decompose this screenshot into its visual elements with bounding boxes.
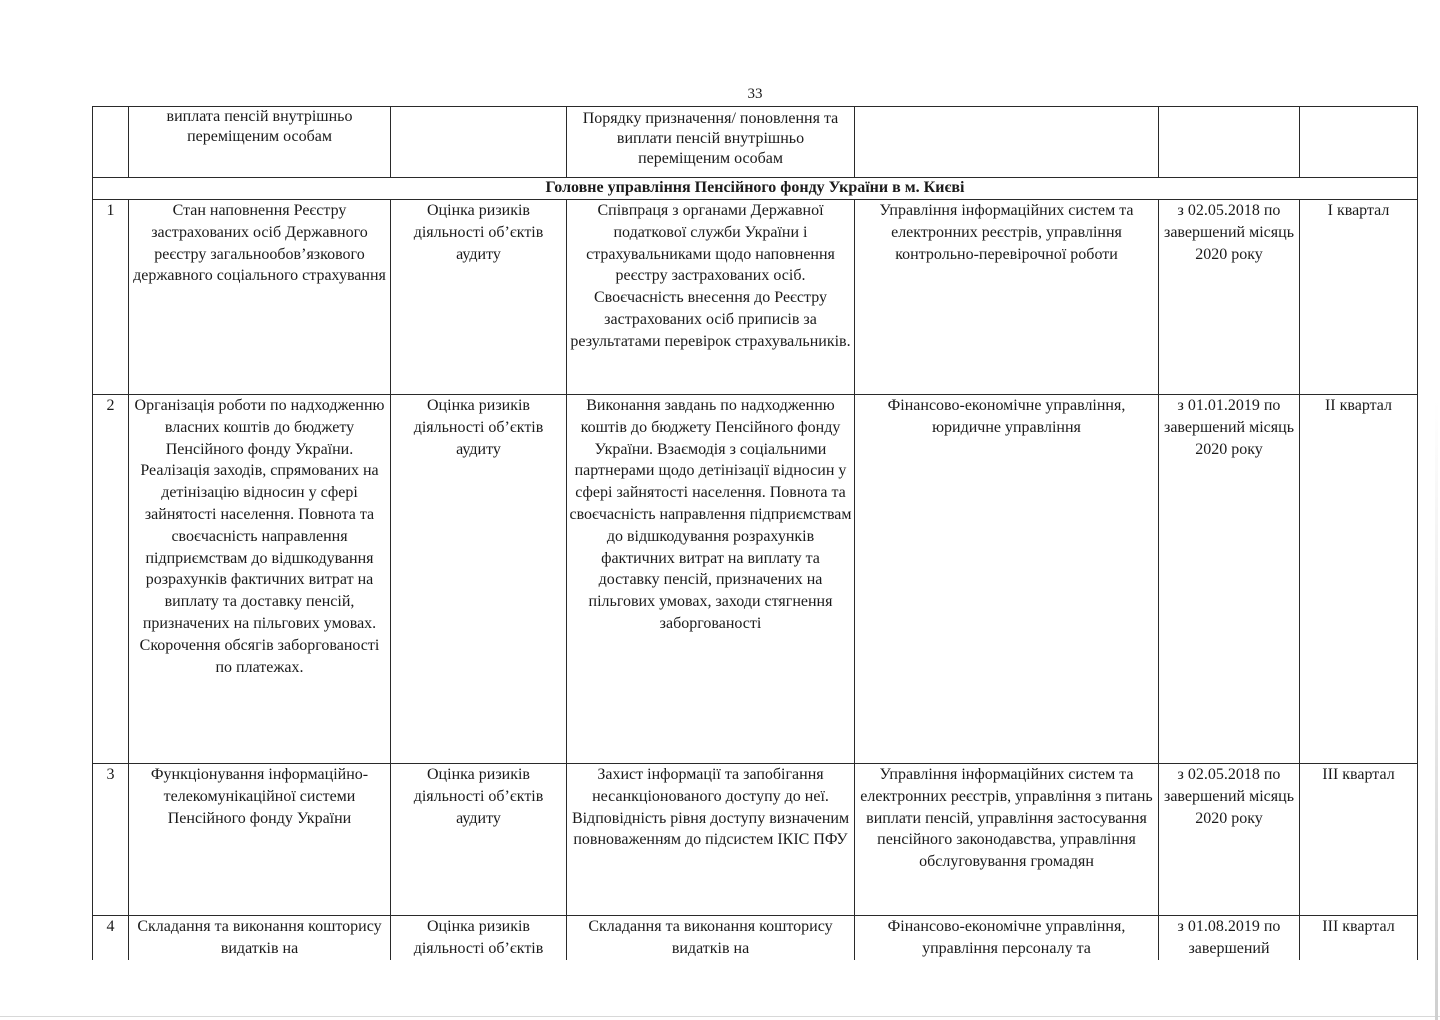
basis-cell xyxy=(391,107,567,178)
row-number-cell: 2 xyxy=(93,395,129,764)
term-cell: ІІІ квартал xyxy=(1300,764,1418,916)
content-cell: Захист інформації та запобігання несанкціонованого доступу до неї. Відповідність рівня доступу визначеним повноваженням до підсистем ІКІС ПФУ xyxy=(567,764,855,916)
scan-edge-line xyxy=(0,1016,1440,1017)
page-bottom-margin xyxy=(0,960,1440,1019)
section-header-row xyxy=(93,178,1418,200)
row-number-cell: 1 xyxy=(93,200,129,395)
topic-cell: Організація роботи по надходженню власних коштів до бюджету Пенсійного фонду України. Реалізація заходів, спрямованих на детінізацію відносин у сфері зайнятості населення. Повнота та своєчасність направлення підприємствам до відшкодування розрахунків фактичних витрат на виплату та доставку пенсій, призначених на пільгових умовах. Скорочення обсягів заборгованості по платежах. xyxy=(129,395,391,764)
table-row xyxy=(93,395,1418,764)
content-cell: Співпраця з органами Державної податкової служби України і страхувальниками щодо наповнення реєстру застрахованих осіб. Своєчасність внесення до Реєстру застрахованих осіб приписів за результатами перевірок страхувальників. xyxy=(567,200,855,395)
table-row-continued xyxy=(93,107,1418,178)
period-cell: з 02.05.2018 по завершений місяць 2020 року xyxy=(1159,764,1300,916)
content-cell: Порядку призначення/ поновлення та виплати пенсій внутрішньо переміщеним особам xyxy=(567,107,855,178)
row-number-cell: 3 xyxy=(93,764,129,916)
units-cell: Фінансово-економічне управління, юридичне управління xyxy=(855,395,1159,764)
section-title: Головне управління Пенсійного фонду України в м. Києві xyxy=(93,178,1418,200)
topic-cell: Складання та виконання кошторису видатків на xyxy=(129,916,391,961)
term-cell xyxy=(1300,107,1418,178)
basis-cell: Оцінка ризиків діяльності об’єктів xyxy=(391,916,567,961)
topic-cell: Функціонування інформаційно-телекомунікаційної системи Пенсійного фонду України xyxy=(129,764,391,916)
topic-cell: Стан наповнення Реєстру застрахованих осіб Державного реєстру загальнообов’язкового державного соціального страхування xyxy=(129,200,391,395)
table-row xyxy=(93,200,1418,395)
units-cell: Управління інформаційних систем та електронних реєстрів, управління контрольно-перевірочної роботи xyxy=(855,200,1159,395)
basis-cell: Оцінка ризиків діяльності об’єктів аудиту xyxy=(391,764,567,916)
units-cell xyxy=(855,107,1159,178)
period-cell: з 02.05.2018 по завершений місяць 2020 року xyxy=(1159,200,1300,395)
units-cell: Управління інформаційних систем та електронних реєстрів, управління з питань виплати пенсій, управління застосування пенсійного законодавства, управління обслуговування громадян xyxy=(855,764,1159,916)
topic-cell: виплата пенсій внутрішньо переміщеним особам xyxy=(129,107,391,178)
term-cell: І квартал xyxy=(1300,200,1418,395)
term-cell: ІІІ квартал xyxy=(1300,916,1418,961)
units-cell: Фінансово-економічне управління, управління персоналу та xyxy=(855,916,1159,961)
row-number-cell: 4 xyxy=(93,916,129,961)
row-number-cell xyxy=(93,107,129,178)
scan-edge-shadow xyxy=(1435,400,1438,1020)
term-cell: ІІ квартал xyxy=(1300,395,1418,764)
audit-plan-table xyxy=(92,106,1418,961)
content-cell: Складання та виконання кошторису видатків на xyxy=(567,916,855,961)
period-cell: з 01.08.2019 по завершений xyxy=(1159,916,1300,961)
period-cell: з 01.01.2019 по завершений місяць 2020 року xyxy=(1159,395,1300,764)
basis-cell: Оцінка ризиків діяльності об’єктів аудиту xyxy=(391,395,567,764)
page-number: 33 xyxy=(747,86,763,102)
period-cell xyxy=(1159,107,1300,178)
table-row xyxy=(93,916,1418,961)
content-cell: Виконання завдань по надходженню коштів до бюджету Пенсійного фонду України. Взаємодія з соціальними партнерами щодо детінізації відносин у сфері зайнятості населення. Повнота та своєчасність направлення підприємствам до відшкодування розрахунків фактичних витрат на виплату та доставку пенсій, призначених на пільгових умовах, заходи стягнення заборгованості xyxy=(567,395,855,764)
table-row xyxy=(93,764,1418,916)
basis-cell: Оцінка ризиків діяльності об’єктів аудиту xyxy=(391,200,567,395)
